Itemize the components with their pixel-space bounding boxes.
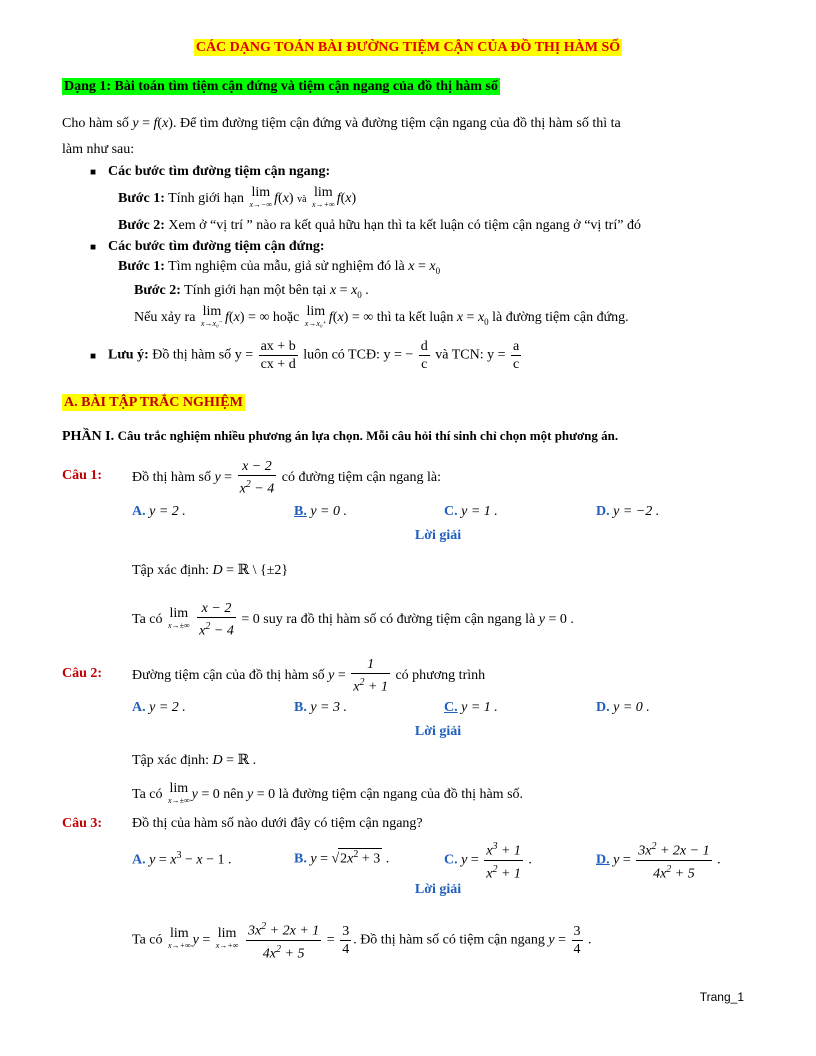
note-line: ■ Lưu ý: Đồ thị hàm số y = $\frac{ax + b}{cx + d}$ luôn có TCĐ: y = − $\frac{d}{c}$ và TCN: y = $\frac{a}{c}$	[90, 339, 520, 372]
intro-line-2: làm như sau:	[62, 142, 135, 157]
q1-domain: Tập xác định: D = ℝ \ {±2}	[132, 563, 289, 578]
q3-option-d[interactable]: D. y = $\frac{3x^2 + 2x - 1}{4x^2 + 5}$ .	[596, 838, 721, 882]
question-1-text: Đồ thị hàm số y = $\frac{x - 2}{x^2 - 4}$ có đường tiệm cận ngang là:	[132, 459, 441, 497]
step-neu-xay-ra: Nếu xảy ra lim x→x₀⁻ f(x) = ∞ hoặc lim x→x₀⁺ f(x) = ∞ thì ta kết luận $x = x_0$ là đường tiệm cận đứng.	[134, 304, 629, 328]
q3-option-b[interactable]: B. $y = √2x^2 + 3$ .	[294, 849, 390, 867]
bullet-icon: ■	[90, 167, 97, 178]
question-2-text: Đường tiệm cận của đồ thị hàm số y = $\frac{1}{x^2 + 1}$ có phương trình	[132, 657, 486, 695]
q3-solution: Ta có lim x→+∞ y = lim x→+∞ $\frac{3x^2 + 2x + 1}{4x^2 + 5}$ = $\frac{3}{4}$ . Đồ thị hàm số có tiệm cận ngang y = $\frac{3}{4}$ .	[132, 918, 592, 962]
bullet-icon: ■	[90, 242, 97, 253]
q2-solution-heading: Lời giải	[414, 724, 462, 739]
step1-dung: Bước 1: Tìm nghiệm của mẫu, giả sử nghiệm đó là $x = x_0$	[118, 259, 441, 276]
q3-option-a[interactable]: A. $y = x^3 - x - 1$ .	[132, 850, 232, 868]
q1-option-d[interactable]: D. y = −2 .	[596, 504, 660, 519]
question-2-label: Câu 2:	[62, 666, 103, 681]
question-1-label: Câu 1:	[62, 468, 103, 483]
step1-ngang: Bước 1: Tính giới hạn lim x→−∞ f(x) và lim x→+∞ f(x)	[118, 185, 357, 209]
page-title: CÁC DẠNG TOÁN BÀI ĐƯỜNG TIỆM CẬN CỦA ĐỒ THỊ HÀM SỐ	[195, 40, 621, 55]
q2-solution: Ta có lim x→±∞ y = 0 nên y = 0 là đường tiệm cận ngang của đồ thị hàm số.	[132, 781, 524, 805]
intro-line: Cho hàm số y = f(x). Để tìm đường tiệm cận đứng và đường tiệm cận ngang của đồ thị hàm số thì ta	[62, 116, 621, 131]
question-3-text: Đồ thị của hàm số nào dưới đây có tiệm cận ngang?	[132, 816, 423, 831]
heading-ngang: ■ Các bước tìm đường tiệm cận ngang:	[90, 164, 331, 179]
question-3-label: Câu 3:	[62, 816, 103, 831]
q1-solution: Ta có lim x→±∞ $\frac{x - 2}{x^2 - 4}$ = 0 suy ra đồ thị hàm số có đường tiệm cận ngang là y = 0 .	[132, 601, 574, 639]
q1-option-b[interactable]: B. y = 0 .	[294, 504, 348, 519]
step2-ngang: Bước 2: Xem ở “vị trí ” nào ra kết quả hữu hạn thì ta kết luận có tiệm cận ngang ở “vị trí” đó	[118, 218, 641, 233]
page-number: Trang_1	[699, 990, 744, 1004]
q1-solution-heading: Lời giải	[414, 528, 462, 543]
q1-option-a[interactable]: A. y = 2 .	[132, 504, 186, 519]
q3-option-c[interactable]: C. y = $\frac{x^3 + 1}{x^2 + 1}$ .	[444, 838, 532, 882]
q1-option-c[interactable]: C. y = 1 .	[444, 504, 498, 519]
q2-option-b[interactable]: B. y = 3 .	[294, 700, 348, 715]
q2-domain: Tập xác định: D = ℝ .	[132, 753, 257, 768]
heading-dung: ■ Các bước tìm đường tiệm cận đứng:	[90, 239, 325, 254]
q2-option-a[interactable]: A. y = 2 .	[132, 700, 186, 715]
bullet-icon: ■	[90, 350, 97, 362]
section-a-heading: A. BÀI TẬP TRẮC NGHIỆM	[64, 395, 243, 410]
section-heading-dang1: Dạng 1: Bài toán tìm tiệm cận đứng và tiệm cận ngang của đồ thị hàm số	[64, 79, 498, 94]
q3-solution-heading: Lời giải	[414, 882, 462, 897]
q2-option-d[interactable]: D. y = 0 .	[596, 700, 650, 715]
part1-heading: PHẦN I. Câu trắc nghiệm nhiều phương án lựa chọn. Mỗi câu hỏi thí sinh chỉ chọn một phương án.	[62, 428, 619, 444]
q2-option-c[interactable]: C. y = 1 .	[444, 700, 498, 715]
step2-dung: Bước 2: Tính giới hạn một bên tại $x = x_0$ .	[134, 283, 369, 300]
